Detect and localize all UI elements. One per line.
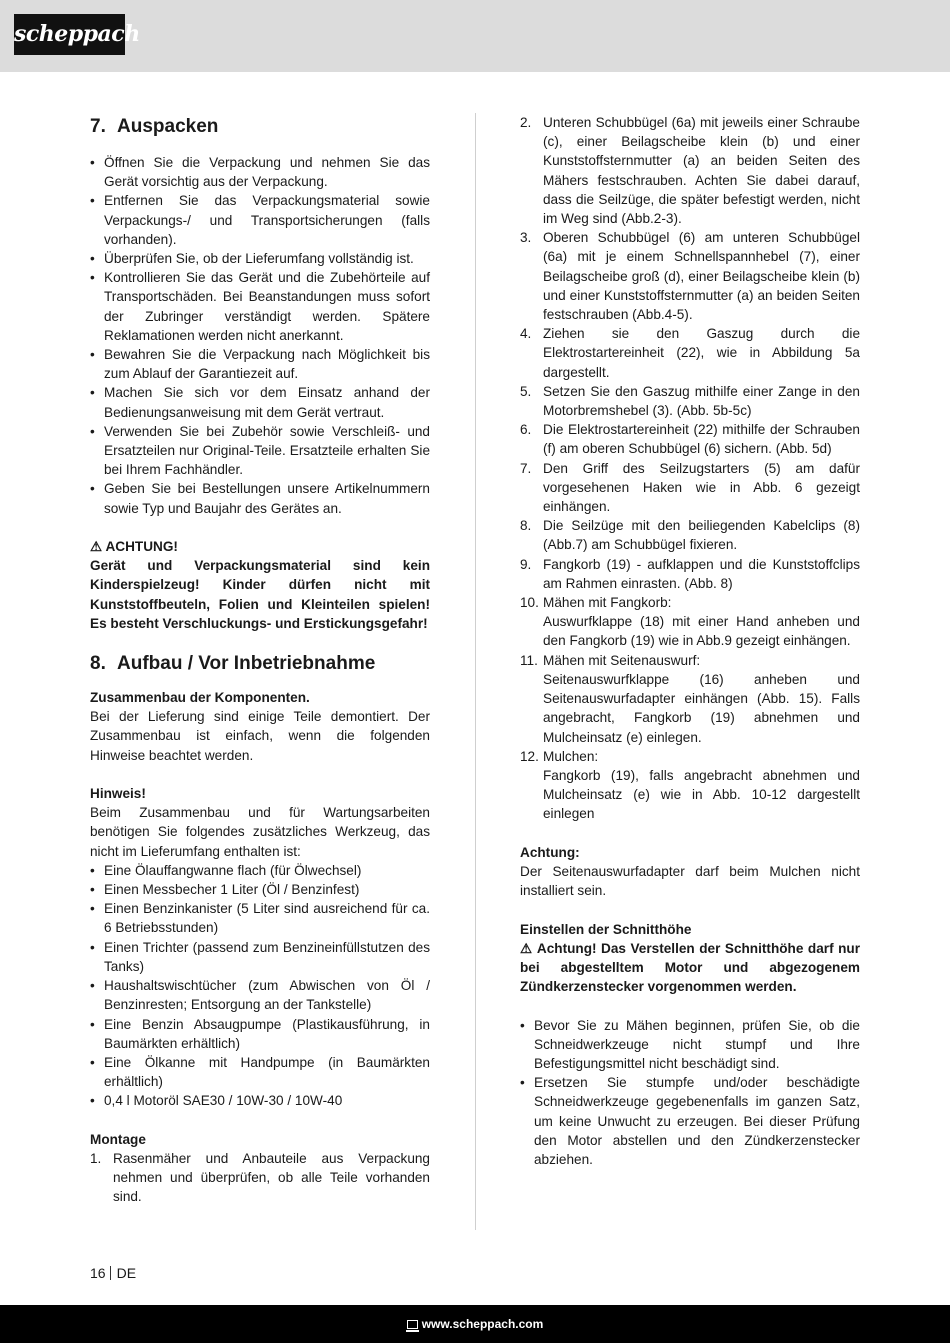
achtung-heading: Achtung: xyxy=(520,844,580,860)
brand-logo: scheppach xyxy=(14,14,125,55)
list-item: 9. Fangkorb (19) - aufklappen und die Kunststoffclips am Rahmen einrasten. (Abb. 8) xyxy=(520,556,860,591)
section-8-heading: 8. Aufbau / Vor Inbetriebnahme xyxy=(90,653,376,675)
note-heading: Hinweis! xyxy=(90,786,146,802)
list-item: • Überprüfen Sie, ob der Lieferumfang vollständig ist. xyxy=(90,249,430,268)
montage-heading: Montage xyxy=(90,1131,146,1147)
page-number: 16 DE xyxy=(90,1265,137,1281)
assembly-steps xyxy=(520,113,860,824)
list-item: 5. Setzen Sie den Gaszug mithilfe einer Zange in den Motorbremshebel (3). (Abb. 5b-5c) xyxy=(520,383,860,419)
list-item: • Eine Benzin Absaugpumpe (Plastikausführung, in Baumärkten erhältlich) xyxy=(90,1015,430,1053)
montage-steps xyxy=(90,1149,430,1207)
header-bar xyxy=(0,0,950,72)
list-item: 12. Mulchen: Fangkorb (19), falls angebracht abnehmen und Mulcheinsatz (e) wie in Abb. 10-12 dargestellt einlegen xyxy=(520,748,860,822)
tools-list xyxy=(90,861,430,1111)
website-link[interactable]: www.scheppach.com xyxy=(0,1315,950,1333)
list-item: 2. Unteren Schubbügel (6a) mit jeweils einer Schraube (c), einer Beilagscheibe klein (b) und einer Kunststoffsternmutter (a) an beiden Seiten des Mähers festschrauben. Achten Sie dabei darauf, dass die Seilzüge, die später befestigt werden, nicht im Weg sind (Abb.2-3). xyxy=(520,115,860,227)
list-item: • Eine Ölauffangwanne flach (für Ölwechsel) xyxy=(90,861,430,880)
unpacking-list xyxy=(90,153,430,518)
list-item: • Ersetzen Sie stumpfe und/oder beschädigte Schneidwerkzeuge gegebenenfalls im ganzen Satz, um keine Unwucht zu erzeugen. Bei dieser Prüfung den Motor abstellen und den Zündkerzenstecker abziehen. xyxy=(520,1073,860,1169)
list-item: • Bewahren Sie die Verpackung nach Möglichkeit bis zum Ablauf der Garantiezeit auf. xyxy=(90,345,430,383)
section-7-heading: 7. Auspacken xyxy=(90,116,219,137)
computer-icon xyxy=(407,1320,418,1329)
cutting-height-list xyxy=(520,1016,860,1170)
cutting-height-warning: ⚠ Achtung! Das Verstellen der Schnitthöhe darf nur bei abgestelltem Motor und abgezogenem Zündkerzenstecker vorgenommen werden. xyxy=(520,940,860,995)
achtung-text: Der Seitenauswurfadapter darf beim Mulchen nicht installiert sein. xyxy=(520,863,860,899)
cutting-height-heading: Einstellen der Schnitthöhe xyxy=(520,921,692,937)
list-item: • Haushaltswischtücher (zum Abwischen von Öl / Benzinresten; Entsorgung an der Tankstelle) xyxy=(90,976,430,1014)
list-item: • Einen Messbecher 1 Liter (Öl / Benzinfest) xyxy=(90,880,430,899)
list-item: • Bevor Sie zu Mähen beginnen, prüfen Sie, ob die Schneidwerkzeuge nicht stumpf und Ihre Befestigungsmittel nicht beschädigt sind. xyxy=(520,1016,860,1074)
list-item: • Verwenden Sie bei Zubehör sowie Verschleiß- und Ersatzteilen nur Original-Teile. Ersatzteile erhalten Sie bei Ihrem Fachhändler. xyxy=(90,422,430,480)
list-item: • Eine Ölkanne mit Handpumpe (in Baumärkten erhältlich) xyxy=(90,1053,430,1091)
column-divider xyxy=(475,113,476,1230)
list-item: • Einen Benzinkanister (5 Liter sind ausreichend für ca. 6 Betriebsstunden) xyxy=(90,899,430,937)
warning-text: Gerät und Verpackungsmaterial sind kein Kinderspielzeug! Kinder dürfen nicht mit Kunststoffbeuteln, Folien und Kleinteilen spielen! Es besteht Verschluckungs- und Erstickungsgefahr! xyxy=(90,558,430,631)
list-item: 8. Die Seilzüge mit den beiliegenden Kabelclips (8) (Abb.7) am Schubbügel fixieren. xyxy=(520,518,860,553)
list-item: • Kontrollieren Sie das Gerät und die Zubehörteile auf Transportschäden. Bei Beanstandungen muss sofort der Zubringer verständigt werden. Spätere Reklamationen werden nicht anerkannt. xyxy=(90,268,430,345)
assembly-heading: Zusammenbau der Komponenten. xyxy=(90,690,310,706)
list-item: • Geben Sie bei Bestellungen unsere Artikelnummern sowie Typ und Baujahr des Gerätes an. xyxy=(90,479,430,517)
note-text: Beim Zusammenbau und für Wartungsarbeiten benötigen Sie folgendes zusätzliches Werkzeug, das nicht im Lieferumfang enthalten ist: xyxy=(90,805,430,859)
list-item: • Machen Sie sich vor dem Einsatz anhand der Bedienungsanweisung mit dem Gerät vertraut. xyxy=(90,383,430,421)
warning-title: ⚠ ACHTUNG! xyxy=(90,539,178,555)
list-item: • 0,4 l Motoröl SAE30 / 10W-30 / 10W-40 xyxy=(90,1091,430,1110)
list-item: • Einen Trichter (passend zum Benzineinfüllstutzen des Tanks) xyxy=(90,938,430,976)
list-item: 6. Die Elektrostartereinheit (22) mithilfe der Schrauben (f) am oberen Schubbügel (6) sichern. (Abb. 5d) xyxy=(520,422,860,457)
right-column xyxy=(520,113,860,1169)
list-item: 1. Rasenmäher und Anbauteile aus Verpackung nehmen und überprüfen, ob alle Teile vorhanden sind. xyxy=(90,1150,430,1205)
list-item: • Entfernen Sie das Verpackungsmaterial sowie Verpackungs-/ und Transportsicherungen (falls vorhanden). xyxy=(90,191,430,249)
list-item: 10. Mähen mit Fangkorb: Auswurfklappe (18) mit einer Hand anheben und den Fangkorb (19) wie in Abb.9 gezeigt einhängen. xyxy=(520,595,860,649)
list-item: 11. Mähen mit Seitenauswurf: Seitenauswurfklappe (16) anheben und Seitenauswurfadapter einhängen (Abb. 15). Falls angebracht, Fangkorb (19) abnehmen und Mulcheinsatz (e) einlegen. xyxy=(520,652,860,745)
list-item: 4. Ziehen sie den Gaszug durch die Elektrostartereinheit (22), wie in Abbildung 5a dargestellt. xyxy=(520,326,860,380)
list-item: 7. Den Griff des Seilzugstarters (5) am dafür vorgesehenen Haken wie in Abb. 6 gezeigt einhängen. xyxy=(520,460,860,515)
footer-bar xyxy=(0,1305,950,1343)
assembly-text: Bei der Lieferung sind einige Teile demontiert. Der Zusammenbau ist einfach, wenn die folgenden Hinweise beachtet werden. xyxy=(90,709,430,763)
list-item: 3. Oberen Schubbügel (6) am unteren Schubbügel (6a) mit je einem Schnellspannhebel (7), einer Beilagscheibe groß (d), einer Beilagscheibe klein (b) und einer Kunststoffsternmutter (a) an beiden Seiten festschrauben (Abb.4-5). xyxy=(520,230,860,323)
list-item: • Öffnen Sie die Verpackung und nehmen Sie das Gerät vorsichtig aus der Verpackung. xyxy=(90,153,430,191)
left-column xyxy=(90,113,430,1207)
